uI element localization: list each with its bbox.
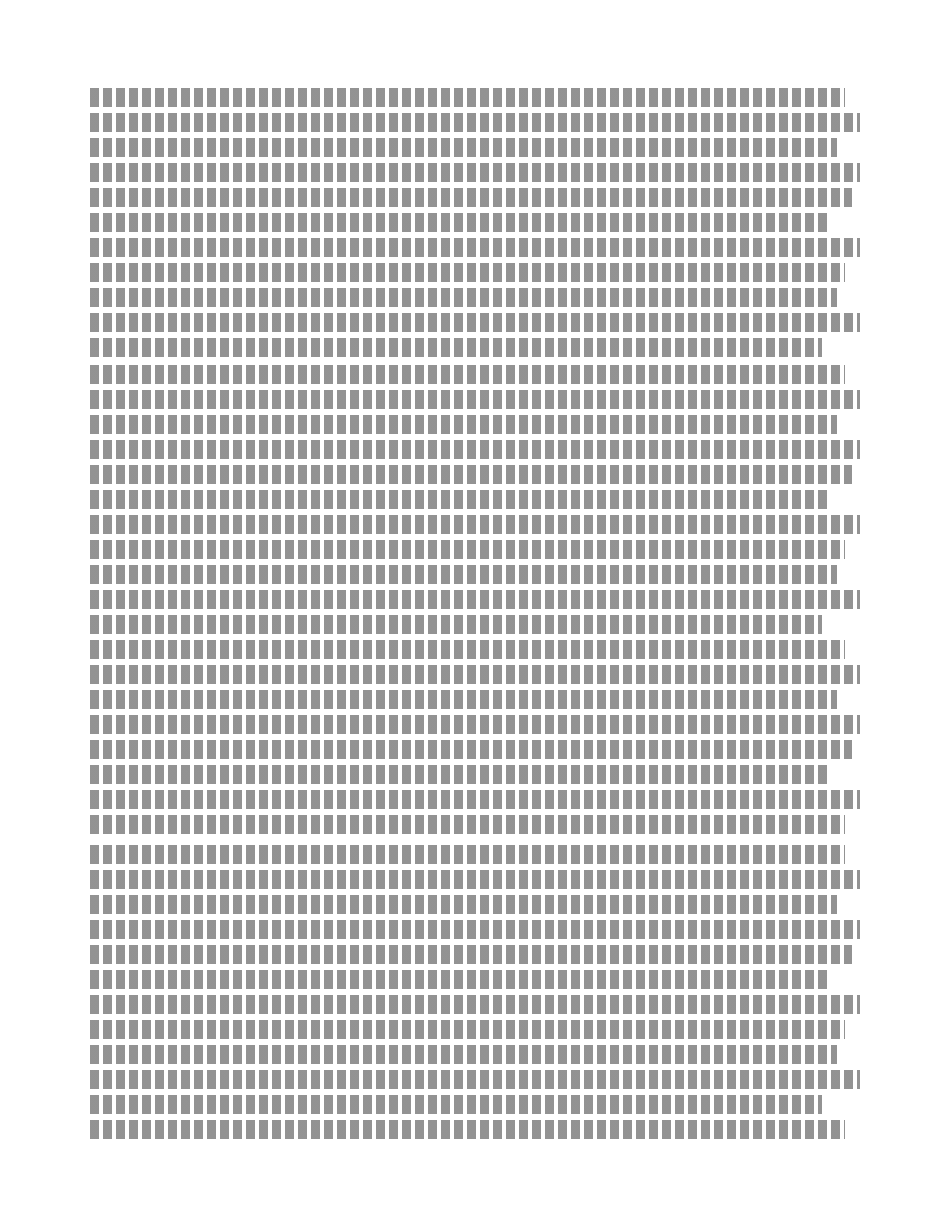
text-line [90, 188, 852, 207]
text-line [90, 138, 837, 157]
text-line [90, 163, 860, 182]
text-line [90, 540, 845, 559]
text-line [90, 440, 860, 459]
text-line [90, 815, 845, 834]
text-line [90, 590, 860, 609]
text-line [90, 1070, 860, 1089]
text-line [90, 765, 829, 784]
text-line [90, 845, 845, 864]
paragraph-2 [90, 365, 860, 840]
text-line [90, 715, 860, 734]
text-line [90, 945, 852, 964]
text-line [90, 515, 860, 534]
text-line [90, 390, 860, 409]
text-line [90, 1120, 845, 1139]
text-line [90, 238, 860, 257]
text-line [90, 365, 845, 384]
text-line [90, 640, 845, 659]
text-line [90, 565, 837, 584]
text-line [90, 1020, 845, 1039]
text-line [90, 740, 852, 759]
text-line [90, 1045, 837, 1064]
text-line [90, 490, 829, 509]
text-line [90, 263, 845, 282]
text-line [90, 870, 860, 889]
text-line [90, 970, 829, 989]
text-line [90, 88, 845, 107]
text-line [90, 615, 822, 634]
text-line [90, 338, 822, 357]
text-line [90, 313, 860, 332]
text-line [90, 995, 860, 1014]
text-line [90, 288, 837, 307]
text-line [90, 920, 860, 939]
text-line [90, 1095, 822, 1114]
text-line [90, 213, 829, 232]
text-line [90, 665, 860, 684]
text-line [90, 895, 837, 914]
text-line [90, 690, 837, 709]
paragraph-1 [90, 88, 860, 363]
text-line [90, 113, 860, 132]
text-line [90, 790, 860, 809]
text-line [90, 415, 837, 434]
text-line [90, 465, 852, 484]
paragraph-3 [90, 845, 860, 1145]
